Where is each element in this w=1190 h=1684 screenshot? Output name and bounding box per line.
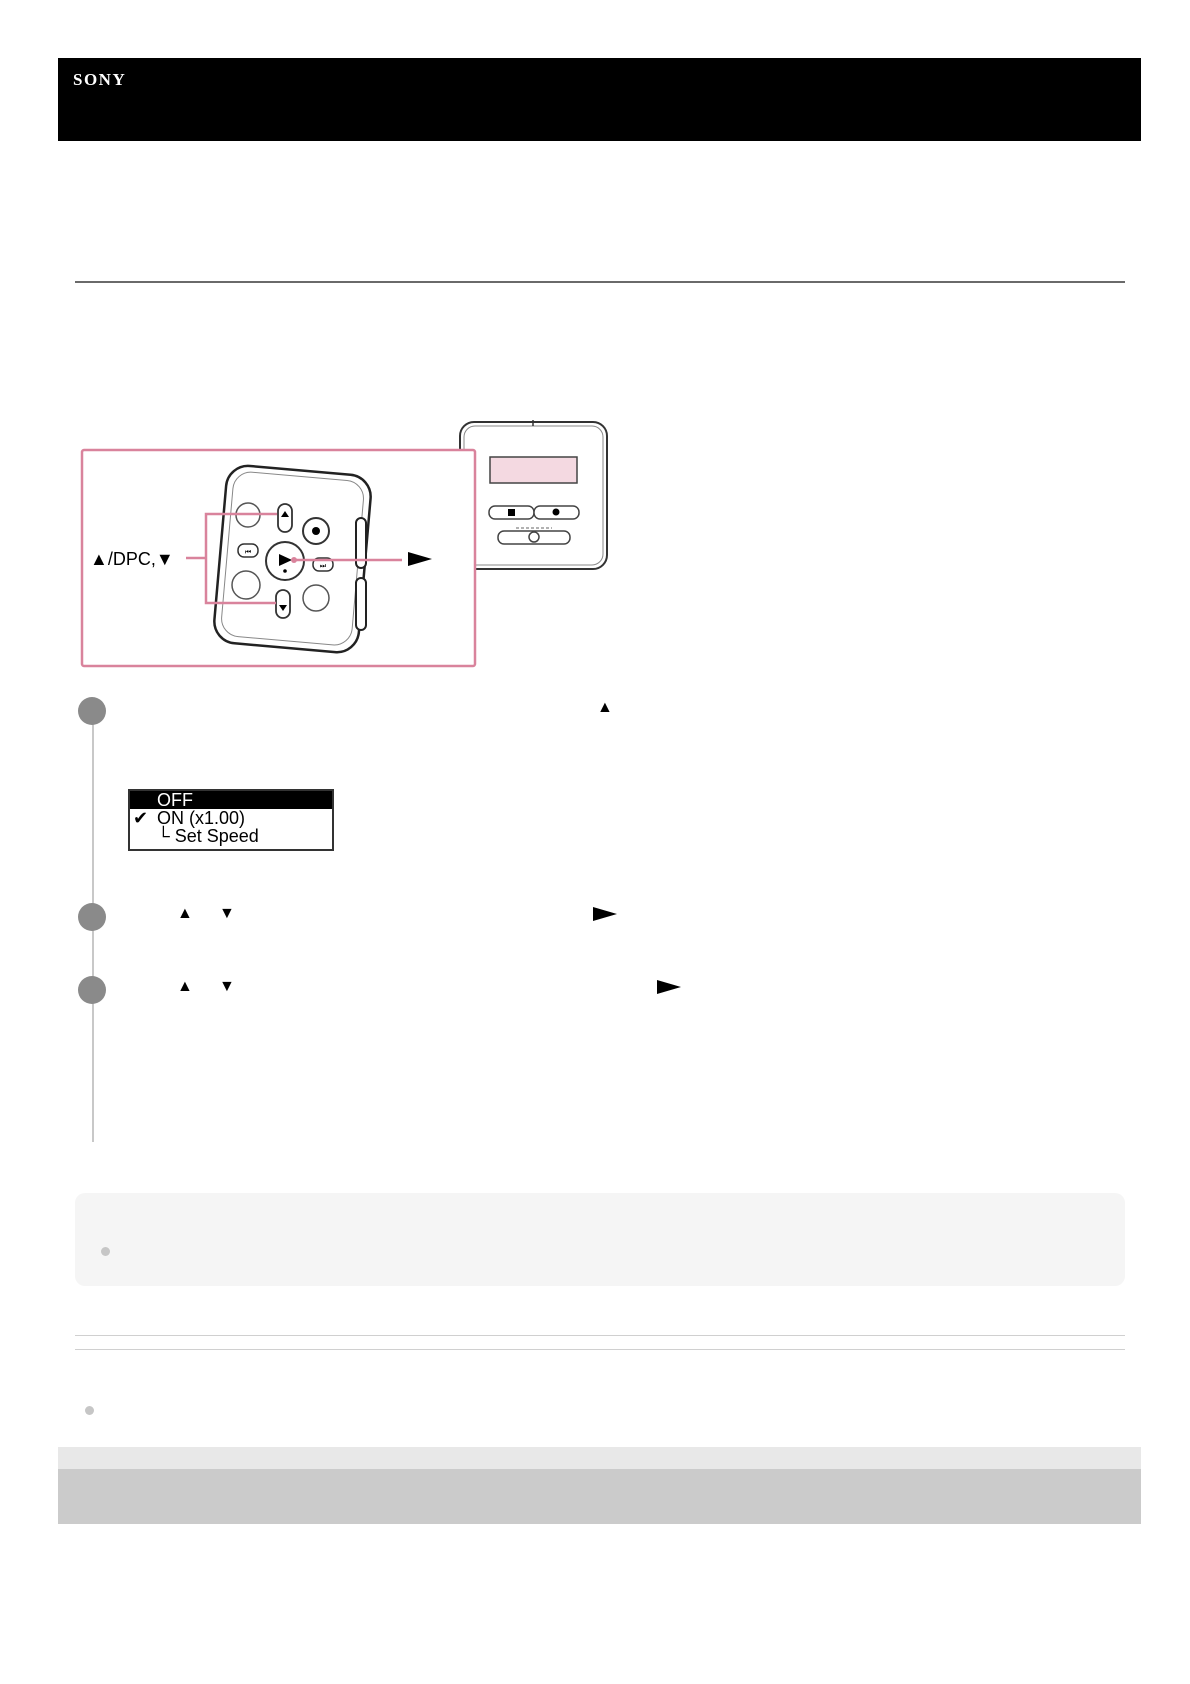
svg-text:⏮: ⏮ [244,548,252,556]
footer-band [58,1469,1141,1524]
up-arrow-icon: ▲ [597,699,613,716]
up-arrow-icon: ▲ [177,978,193,995]
menu-item-label: ON (x1.00) [157,808,246,828]
voice-recorder-illustration [460,420,607,569]
section-divider [75,1335,1125,1336]
menu-item-on[interactable] [130,809,332,827]
hint-box [75,1193,1125,1286]
button-label: ▲/DPC,▼ [90,549,174,569]
step-2-marker [78,903,106,931]
up-arrow-icon: ▲ [177,905,193,922]
menu-item-label: OFF [157,790,193,810]
menu-item-off[interactable] [130,791,332,809]
menu-item-set-speed[interactable] [130,827,332,845]
down-arrow-icon: ▼ [219,905,235,922]
svg-text:⏭: ⏭ [319,562,327,570]
checkmark-icon: ✔ [133,808,149,828]
bullet-icon [85,1406,94,1415]
sony-logo: SONY [73,70,127,89]
play-arrow-icon [657,980,681,994]
footer-band-light [58,1447,1141,1469]
step-3-marker [78,976,106,1004]
header-bar [58,58,1141,141]
down-arrow-icon: ▼ [219,978,235,995]
menu-item-label: └ Set Speed [157,826,259,846]
title-divider [75,281,1125,283]
device-illustration [80,418,610,668]
section-divider [75,1349,1125,1350]
play-arrow-icon [593,907,617,921]
bullet-icon [101,1247,110,1256]
step-1-marker [78,697,106,725]
playback-speed-menu [128,789,334,851]
